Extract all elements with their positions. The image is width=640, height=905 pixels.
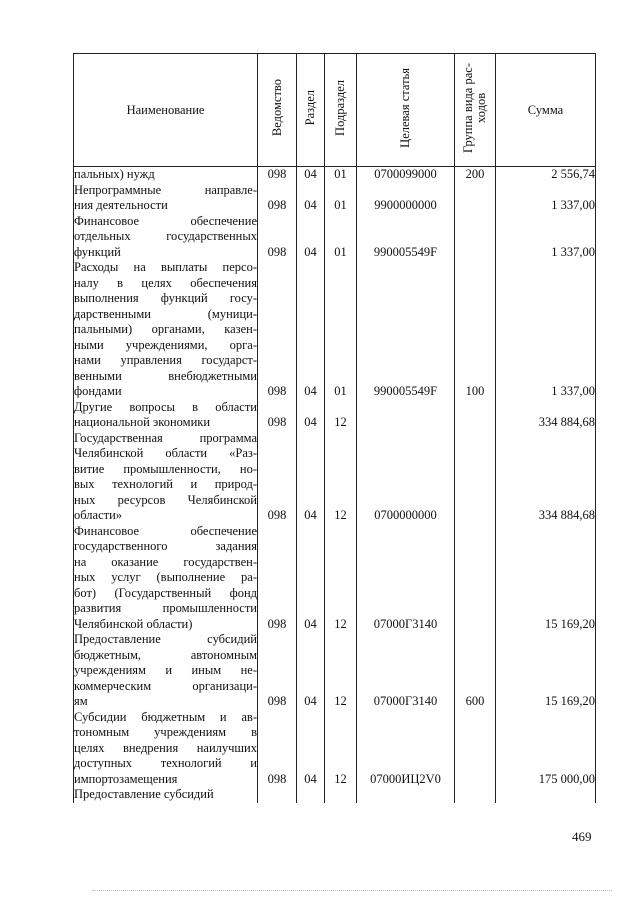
cell-vedomstvo: 098 xyxy=(258,214,297,261)
name-line: целях внедрения наилучших xyxy=(74,740,257,755)
table-row xyxy=(74,400,596,431)
header-target-article: Целевая статья xyxy=(357,54,455,167)
name-line: Челябинской области «Раз- xyxy=(74,446,257,460)
name-line: ными учреждениями, орга- xyxy=(74,337,257,352)
cell-podrazdel: 01 xyxy=(325,167,357,183)
name-line: ям xyxy=(74,694,88,708)
name-line: Другие вопросы в области xyxy=(74,399,257,414)
cell-sum: 1 337,00 xyxy=(496,214,596,261)
name-line: государственного задания xyxy=(74,539,257,553)
name-line: дарственными (муници- xyxy=(74,306,257,321)
cell-expense-group xyxy=(455,710,496,788)
name-line: области» xyxy=(74,508,123,522)
cell-podrazdel: 01 xyxy=(325,183,357,214)
name-line: коммерческим организаци- xyxy=(74,678,257,693)
name-line: ных услуг (выполнение ра- xyxy=(74,570,257,584)
cell-sum: 175 000,00 xyxy=(496,710,596,788)
cell-target-article: 07000ИЦ2V0 xyxy=(357,710,455,788)
budget-table xyxy=(73,53,596,803)
name-line: нами управления государст- xyxy=(74,353,257,367)
cell-razdel: 04 xyxy=(297,167,325,183)
name-line: отдельных государственных xyxy=(74,229,257,243)
name-line: Финансовое обеспечение xyxy=(74,523,257,538)
name-line: Субсидии бюджетным и ав- xyxy=(74,709,257,724)
cell-target-article: 9900000000 xyxy=(357,183,455,214)
name-line: Предоставление субсидий xyxy=(74,632,257,646)
name-line: пальных) нужд xyxy=(74,167,155,181)
cell-expense-group xyxy=(455,214,496,261)
cell-vedomstvo: 098 xyxy=(258,710,297,788)
table-body xyxy=(74,167,596,803)
cell-expense-group: 600 xyxy=(455,632,496,710)
cell-vedomstvo: 098 xyxy=(258,167,297,183)
cell-razdel xyxy=(297,787,325,803)
name-line: функций xyxy=(74,244,121,259)
cell-sum: 334 884,68 xyxy=(496,400,596,431)
table-row xyxy=(74,524,596,633)
name-line: вых технологий и природ- xyxy=(74,477,257,491)
name-line: Предоставление субсидий xyxy=(74,787,214,801)
name-line: Государственная программа xyxy=(74,430,257,445)
name-line: импортозамещения xyxy=(74,771,178,786)
cell-target-article: 0700099000 xyxy=(357,167,455,183)
cell-name xyxy=(74,632,258,710)
cell-expense-group xyxy=(455,787,496,803)
name-line: развития промышленности xyxy=(74,601,257,615)
name-line: венными внебюджетными xyxy=(74,368,257,383)
name-line: Расходы на выплаты персо- xyxy=(74,260,257,274)
cell-razdel: 04 xyxy=(297,710,325,788)
cell-target-article: 0700000000 xyxy=(357,431,455,524)
cell-vedomstvo: 098 xyxy=(258,524,297,633)
cell-expense-group xyxy=(455,524,496,633)
cell-razdel: 04 xyxy=(297,400,325,431)
cell-razdel: 04 xyxy=(297,431,325,524)
table-row xyxy=(74,260,596,400)
table-row xyxy=(74,183,596,214)
table-row xyxy=(74,167,596,183)
name-line: на оказание государствен- xyxy=(74,554,257,569)
cell-razdel: 04 xyxy=(297,183,325,214)
cell-sum: 2 556,74 xyxy=(496,167,596,183)
header-sum: Сумма xyxy=(496,54,596,167)
name-line: выполнения функций госу- xyxy=(74,291,257,305)
cell-expense-group: 100 xyxy=(455,260,496,400)
name-line: ных ресурсов Челябинской xyxy=(74,492,257,507)
cell-name xyxy=(74,214,258,261)
header-vedomstvo: Ведомство xyxy=(258,54,297,167)
cell-sum: 15 169,20 xyxy=(496,632,596,710)
table-row xyxy=(74,632,596,710)
cell-name xyxy=(74,710,258,788)
cell-name xyxy=(74,787,258,803)
header-razdel: Раздел xyxy=(297,54,325,167)
cell-podrazdel: 01 xyxy=(325,260,357,400)
cell-target-article: 07000Г3140 xyxy=(357,524,455,633)
cell-sum xyxy=(496,787,596,803)
header-expense-group: Группа вида рас- ходов xyxy=(455,54,496,167)
cell-razdel: 04 xyxy=(297,214,325,261)
cell-razdel: 04 xyxy=(297,524,325,633)
header-podrazdel: Подраздел xyxy=(325,54,357,167)
cell-expense-group xyxy=(455,183,496,214)
cell-sum: 334 884,68 xyxy=(496,431,596,524)
name-line: фондами xyxy=(74,384,122,398)
name-line: Челябинской области) xyxy=(74,616,193,631)
table-header-row xyxy=(74,54,596,167)
name-line: пальными) органами, казен- xyxy=(74,322,257,336)
cell-vedomstvo: 098 xyxy=(258,183,297,214)
header-name: Наименование xyxy=(74,54,258,167)
name-line: бюджетным, автономным xyxy=(74,647,257,662)
cell-target-article: 990005549F xyxy=(357,214,455,261)
cell-target-article xyxy=(357,787,455,803)
cell-razdel: 04 xyxy=(297,632,325,710)
cell-vedomstvo: 098 xyxy=(258,260,297,400)
cell-vedomstvo: 098 xyxy=(258,431,297,524)
cell-sum: 15 169,20 xyxy=(496,524,596,633)
name-line: Финансовое обеспечение xyxy=(74,213,257,228)
name-line: налу в целях обеспечения xyxy=(74,275,257,290)
name-line: бот) (Государственный фонд xyxy=(74,585,257,600)
cell-target-article: 990005549F xyxy=(357,260,455,400)
name-line: тономным учреждениям в xyxy=(74,725,257,739)
name-line: Непрограммные направле- xyxy=(74,182,257,197)
cell-expense-group: 200 xyxy=(455,167,496,183)
name-line: учреждениям и иным не- xyxy=(74,663,257,677)
cell-target-article: 07000Г3140 xyxy=(357,632,455,710)
cell-name xyxy=(74,167,258,183)
name-line: витие промышленности, но- xyxy=(74,461,257,476)
name-line: ния деятельности xyxy=(74,198,168,212)
cell-podrazdel: 12 xyxy=(325,632,357,710)
name-line: доступных технологий и xyxy=(74,756,257,770)
cell-vedomstvo: 098 xyxy=(258,400,297,431)
table-row xyxy=(74,787,596,803)
scan-artifact-line xyxy=(92,890,612,891)
cell-name xyxy=(74,400,258,431)
cell-sum: 1 337,00 xyxy=(496,260,596,400)
page-number: 469 xyxy=(572,829,592,844)
table-row xyxy=(74,431,596,524)
cell-podrazdel: 12 xyxy=(325,431,357,524)
cell-razdel: 04 xyxy=(297,260,325,400)
cell-name xyxy=(74,183,258,214)
cell-podrazdel: 01 xyxy=(325,214,357,261)
cell-name xyxy=(74,431,258,524)
cell-podrazdel: 12 xyxy=(325,524,357,633)
cell-name xyxy=(74,524,258,633)
cell-expense-group xyxy=(455,431,496,524)
cell-podrazdel: 12 xyxy=(325,710,357,788)
table-row xyxy=(74,710,596,788)
cell-podrazdel: 12 xyxy=(325,400,357,431)
name-line: национальной экономики xyxy=(74,415,211,429)
cell-expense-group xyxy=(455,400,496,431)
cell-podrazdel xyxy=(325,787,357,803)
cell-sum: 1 337,00 xyxy=(496,183,596,214)
cell-vedomstvo xyxy=(258,787,297,803)
cell-vedomstvo: 098 xyxy=(258,632,297,710)
cell-name xyxy=(74,260,258,400)
table-row xyxy=(74,214,596,261)
cell-target-article xyxy=(357,400,455,431)
